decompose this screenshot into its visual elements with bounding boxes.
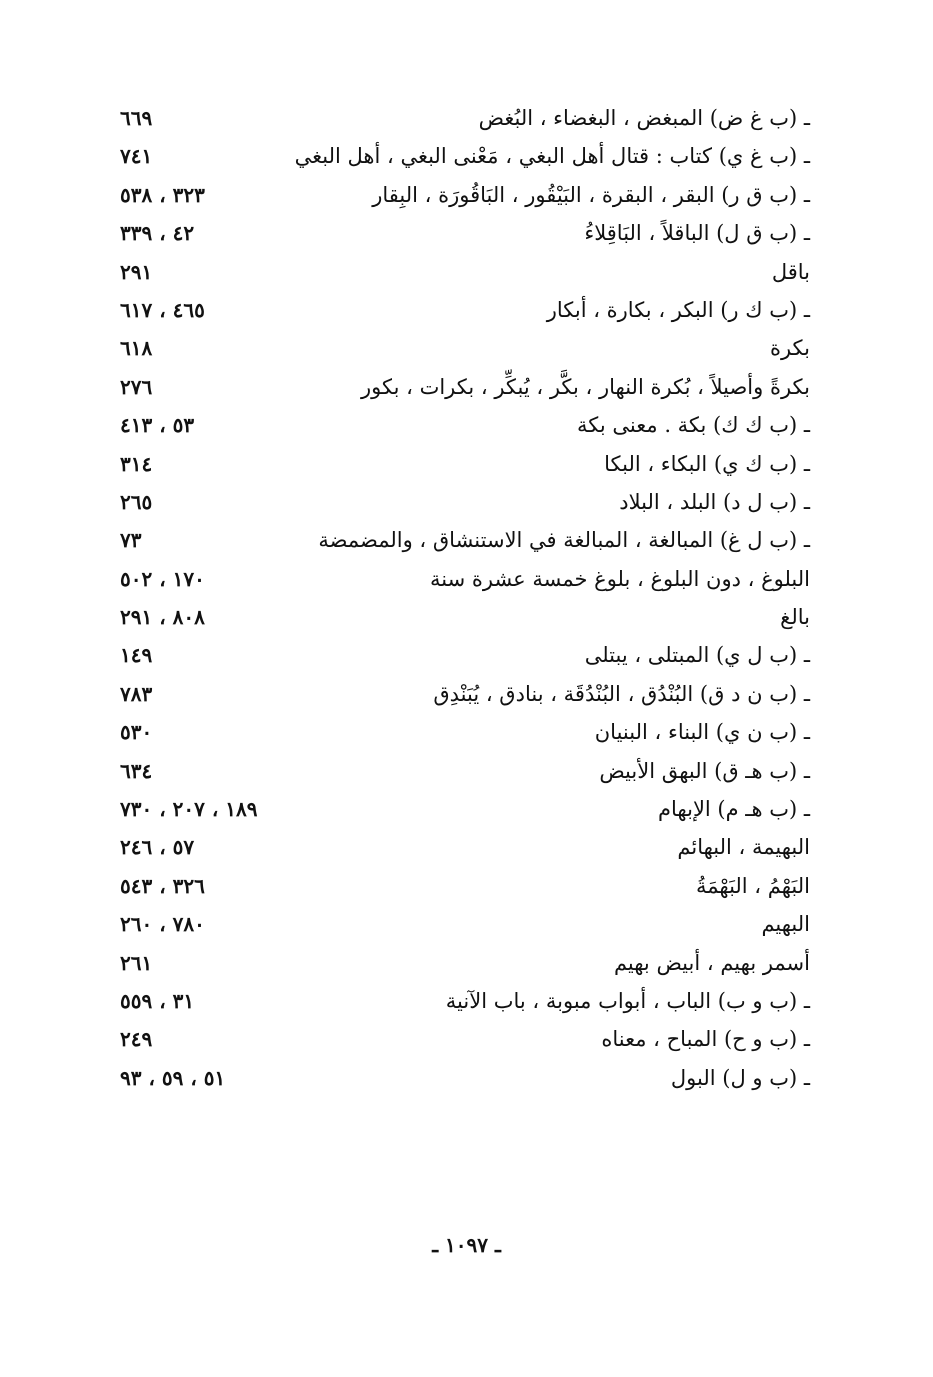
entry-term: ـ (ب غ ض) المبغض ، البغضاء ، البُغض [478, 106, 810, 130]
entry-term: ـ (ب ل غ) المبالغة ، المبالغة في الاستنشاق ، والمضمضة [318, 528, 810, 553]
entry-pages: ٨٠٨ ، ٢٩١ [120, 605, 205, 630]
entry-pages: ١٨٩ ، ٢٠٧ ، ٧٣٠ [120, 797, 258, 822]
entry-term: ـ (ب ك ي) البكاء ، البكا [604, 451, 810, 476]
entry-pages: ٤٦٥ ، ٦١٧ [120, 297, 205, 322]
entry-term: البَهْمُ ، البَهْمَةُ [695, 873, 810, 898]
entry-pages: ٢٦٥ [120, 489, 153, 514]
index-entry [120, 330, 810, 368]
entry-pages: ١٤٩ [120, 643, 153, 668]
index-entry [120, 254, 810, 292]
index-entry [120, 637, 810, 675]
entry-pages: ٦٦٩ [120, 106, 153, 130]
entry-term: البهيمة ، البهائم [677, 835, 810, 860]
entry-pages: ٥٣٠ [120, 720, 153, 745]
index-entry [120, 215, 810, 253]
entry-pages: ٢٩١ [120, 259, 153, 284]
index-entry [120, 484, 810, 522]
index-entry [120, 522, 810, 560]
entry-pages: ٢٦١ [120, 950, 153, 975]
entry-pages: ٣٢٣ ، ٥٣٨ [120, 182, 205, 207]
entry-term: ـ (ب ن د ق) البُنْدُق ، البُنْدُقَة ، بنادق ، يُبَنْدِق [433, 681, 810, 706]
entry-term: ـ (ب ق ر) البقر ، البقرة ، البَيْقُور ، البَاقُورَة ، البِقار [372, 182, 810, 207]
entry-term: ـ (ب هـ م) الإبهام [658, 797, 810, 822]
entry-term: بالغ [780, 605, 810, 630]
index-entry [120, 676, 810, 714]
entry-term: ـ (ب و ح) المباح ، معناه [601, 1027, 810, 1052]
entry-term: ـ (ب ق ل) الباقلاً ، البَاقِلاءُ [584, 221, 810, 246]
entry-term: البلوغ ، دون البلوغ ، بلوغ خمسة عشرة سنة [429, 566, 810, 591]
entry-pages: ٣١٤ [120, 451, 153, 476]
entry-term: ـ (ب ل ي) المبتلى ، يبتلى [584, 643, 810, 668]
index-entry [120, 138, 810, 176]
entry-term: ـ (ب غ ي) كتاب : قتال أهل البغي ، مَعْنى البغي ، أهل البغي [294, 144, 810, 169]
entry-pages: ٧٣ [120, 528, 142, 553]
entry-term: ـ (ب ن ي) البناء ، البنيان [594, 720, 810, 745]
index-entry [120, 599, 810, 637]
index-entry [120, 407, 810, 445]
index-entry [120, 945, 810, 983]
entry-term: بكرةً وأصيلاً ، بُكرة النهار ، بكَّر ، يُبكِّر ، بكرات ، بكور [361, 374, 810, 399]
entry-pages: ٥٧ ، ٢٤٦ [120, 835, 195, 860]
index-entry [120, 753, 810, 791]
index-entry [120, 446, 810, 484]
entry-pages: ٢٧٦ [120, 374, 153, 399]
entry-pages: ٥٣ ، ٤١٣ [120, 413, 195, 438]
entry-pages: ٦٣٤ [120, 758, 153, 783]
entry-term: ـ (ب ك ك) بكة . معنى بكة [577, 413, 810, 438]
index-entry [120, 829, 810, 867]
entry-term: البهيم [761, 912, 810, 937]
index-entry [120, 1021, 810, 1059]
entry-pages: ٣٢٦ ، ٥٤٣ [120, 873, 205, 898]
entry-term: ـ (ب ل د) البلد ، البلاد [619, 489, 810, 514]
index-entry [120, 292, 810, 330]
index-entry [120, 369, 810, 407]
entry-term: أسمر بهيم ، أبيض بهيم [613, 950, 810, 975]
entry-pages: ٧٤١ [120, 144, 153, 169]
entry-term: ـ (ب و ل) البول [670, 1065, 810, 1090]
index-entry [120, 868, 810, 906]
entry-pages: ٧٨٠ ، ٢٦٠ [120, 912, 205, 937]
index-entry [120, 983, 810, 1021]
index-entry [120, 791, 810, 829]
index-entry [120, 906, 810, 944]
page-number: ـ ١٠٩٧ ـ [432, 1233, 501, 1257]
entry-pages: ٦١٨ [120, 336, 153, 361]
entry-pages: ٣١ ، ٥٥٩ [120, 988, 195, 1013]
entry-term: ـ (ب هـ ق) البهق الأبيض [599, 758, 810, 783]
index-entries [120, 100, 810, 1098]
entry-term: ـ (ب ك ر) البكر ، بكارة ، أبكار [546, 297, 810, 322]
entry-term: بكرة [769, 336, 810, 361]
index-entry [120, 177, 810, 215]
entry-term: ـ (ب و ب) الباب ، أبواب مبوبة ، باب الآنية [445, 988, 810, 1013]
index-entry [120, 714, 810, 752]
entry-term: باقل [771, 259, 810, 284]
index-entry [120, 100, 810, 138]
index-entry [120, 561, 810, 599]
entry-pages: ٥١ ، ٥٩ ، ٩٣ [120, 1065, 226, 1090]
entry-pages: ٢٤٩ [120, 1027, 153, 1052]
entry-pages: ١٧٠ ، ٥٠٢ [120, 566, 205, 591]
entry-pages: ٧٨٣ [120, 681, 153, 706]
entry-pages: ٤٢ ، ٣٣٩ [120, 221, 195, 246]
index-entry [120, 1060, 810, 1098]
